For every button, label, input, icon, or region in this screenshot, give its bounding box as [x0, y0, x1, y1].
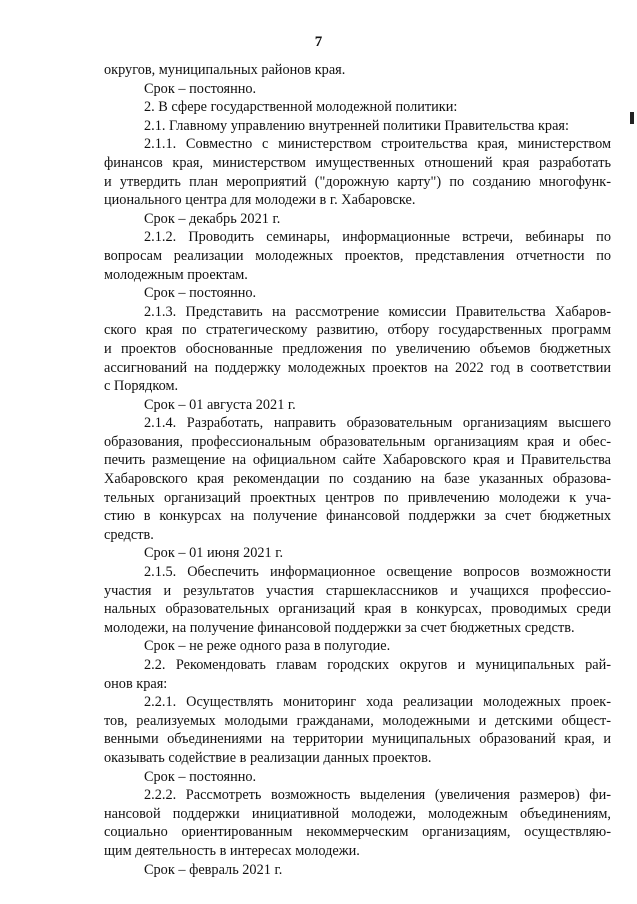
text-line: ского края по стратегическому развитию, отбору государственных программ	[104, 322, 611, 339]
text-line: онов края:	[104, 675, 168, 692]
text-line: венными объединениями на территории муниципальных образований края, и	[104, 731, 611, 748]
text-line: и утвердить план мероприятий ("дорожную карту") по созданию многофунк-	[104, 173, 611, 190]
text-line: ционального центра для молодежи в г. Хабаровске.	[104, 192, 416, 209]
text-line: щим деятельность в интересах молодежи.	[104, 842, 360, 859]
text-line: 2.2.2. Рассмотреть возможность выделения (увеличения размеров) фи-	[144, 787, 611, 804]
text-line: Хабаровского края рекомендации по созданию на базе указанных образова-	[104, 471, 611, 488]
text-line: 2. В сфере государственной молодежной политики:	[144, 99, 458, 116]
text-line: 2.1. Главному управлению внутренней политики Правительства края:	[144, 117, 569, 134]
text-line: тов, реализуемых молодыми гражданами, молодежными и детскими общест-	[104, 712, 611, 729]
text-line: Срок – 01 августа 2021 г.	[144, 396, 296, 413]
text-line: 2.1.2. Проводить семинары, информационные встречи, вебинары по	[144, 229, 611, 246]
text-line: нансовой поддержки инициативной молодежи, молодежным объединениям,	[104, 805, 611, 822]
text-line: стию в конкурсах на получение финансовой поддержки за счет бюджетных	[104, 508, 611, 525]
scan-edge-mark	[630, 112, 634, 124]
text-line: 2.1.5. Обеспечить информационное освещение вопросов возможности	[144, 564, 611, 581]
text-line: 2.2.1. Осуществлять мониторинг хода реализации молодежных проек-	[144, 694, 611, 711]
text-line: Срок – февраль 2021 г.	[144, 861, 283, 878]
text-line: Срок – постоянно.	[144, 285, 257, 302]
text-line: оказывать содействие в реализации данных проектов.	[104, 749, 432, 766]
text-line: Срок – декабрь 2021 г.	[144, 210, 281, 227]
text-line: 2.1.1. Совместно с министерством строительства края, министерством	[144, 136, 611, 153]
text-line: средств.	[104, 526, 154, 543]
text-line: молодежи, на получение финансовой поддержки за счет бюджетных средств.	[104, 619, 575, 636]
text-line: вопросам реализации молодежных проектов, представления отчетности по	[104, 247, 611, 264]
text-line: с Порядком.	[104, 378, 179, 395]
text-line: 2.1.4. Разработать, направить образовательным организациям высшего	[144, 415, 611, 432]
text-line: социально ориентированным некоммерческим организациям, осуществляю-	[104, 824, 611, 841]
text-line: тельных организаций проектных центров по привлечению молодежи к уча-	[104, 489, 611, 506]
text-line: 2.1.3. Представить на рассмотрение комиссии Правительства Хабаров-	[144, 303, 611, 320]
text-line: ассигнований на поддержку молодежных проектов на 2022 год в соответствии	[104, 359, 611, 376]
body-text	[104, 61, 611, 879]
text-line: Срок – не реже одного раза в полугодие.	[144, 638, 391, 655]
text-line: Срок – постоянно.	[144, 768, 257, 785]
text-line: печить размещение на официальном сайте Хабаровского края и Правительства	[104, 452, 611, 469]
page-number: 7	[314, 34, 323, 50]
text-line: 2.2. Рекомендовать главам городских округов и муниципальных рай-	[144, 657, 611, 673]
text-line: округов, муниципальных районов края.	[104, 62, 346, 78]
text-line: образования, профессиональным образовательным организациям края и обес-	[104, 433, 611, 450]
text-line: Срок – постоянно.	[144, 80, 257, 97]
text-line: и проектов обоснованные предложения по увеличению объемов бюджетных	[104, 340, 611, 357]
text-line: нальных образовательных организаций края в конкурсах, проводимых среди	[104, 601, 611, 618]
text-line: Срок – 01 июня 2021 г.	[144, 545, 284, 562]
text-line: финансов края, министерством имущественных отношений края разработать	[104, 154, 611, 171]
text-line: участия и результатов участия старшеклассников и учащихся профессио-	[104, 582, 611, 599]
text-line: молодежным проектам.	[104, 266, 248, 283]
